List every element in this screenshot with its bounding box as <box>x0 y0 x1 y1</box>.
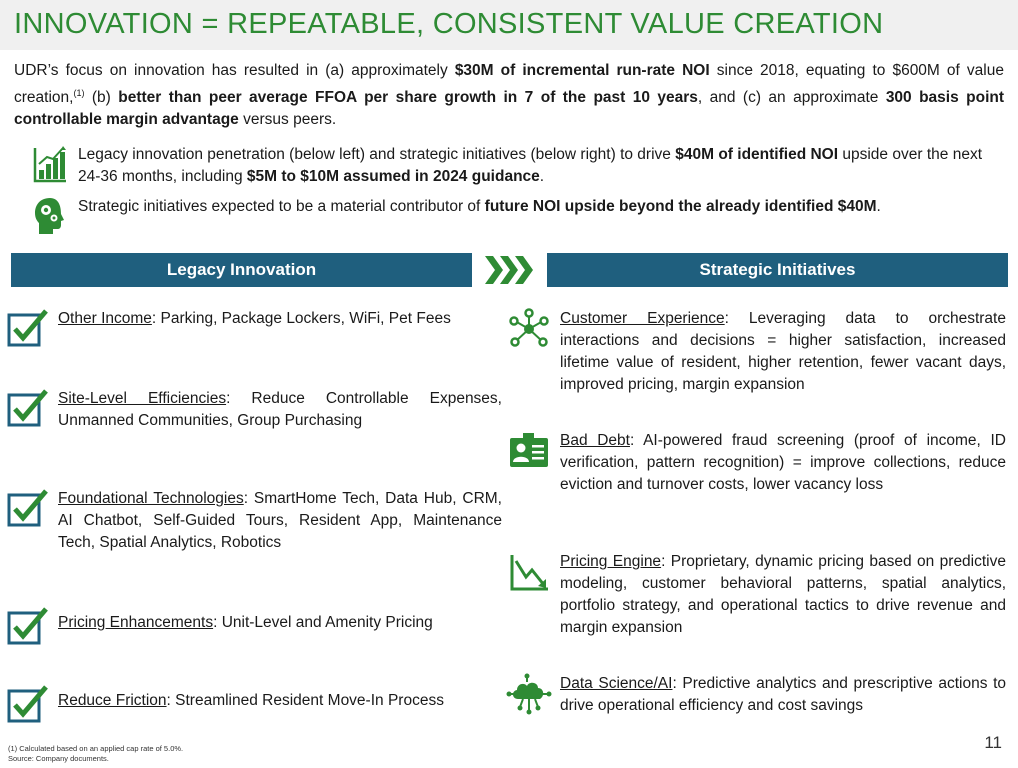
strategic-item-text: Pricing Engine: Proprietary, dynamic pricing based on predictive modeling, customer behavioral patterns, spatial analytics, portfolio strategy, and operational tactics to drive revenue and margin expansion <box>560 553 1006 636</box>
intro-bold-2: better than peer average FFOA per share growth in 7 of the past 10 years <box>118 89 698 107</box>
title-bar <box>0 0 1018 50</box>
checkbox-check-icon <box>6 388 50 428</box>
page-title: INNOVATION = REPEATABLE, CONSISTENT VALUE CREATION <box>14 8 884 40</box>
footnote-1: (1) Calculated based on an applied cap rate of 5.0%. <box>8 744 184 753</box>
head-gears-icon <box>32 196 68 236</box>
bullet-text: Legacy innovation penetration (below left) and strategic initiatives (below right) to drive $40M of identified NOI upside over the next 24-36 months, including $5M to $10M assumed in 2024 guidance. <box>78 146 982 185</box>
page-number: 11 <box>984 733 1002 752</box>
pricing-graph-icon <box>506 551 552 593</box>
legacy-item-text: Pricing Enhancements: Unit-Level and Amenity Pricing <box>58 614 433 631</box>
bar-chart-icon <box>32 144 68 184</box>
chevrons-right-icon <box>483 252 535 288</box>
checkbox-check-icon <box>6 488 50 528</box>
legacy-innovation-banner: Legacy Innovation <box>11 253 472 287</box>
intro-paragraph <box>14 60 1004 131</box>
footnote-ref: (1) <box>73 88 85 98</box>
checkbox-check-icon <box>6 308 50 348</box>
strategic-item-bad-debt <box>506 430 1008 496</box>
intro-text-3: (b) <box>84 89 119 107</box>
cloud-network-icon <box>506 673 552 715</box>
intro-text-4: , and (c) an approximate <box>697 89 886 107</box>
strategic-item-text: Bad Debt: AI-powered fraud screening (proof of income, ID verification, pattern recognition) = improve collections, reduce eviction and turnover costs, lower vacancy loss <box>560 432 1006 493</box>
strategic-item-data-science <box>506 673 1008 717</box>
legacy-item-site-level <box>6 388 502 432</box>
id-card-icon <box>506 430 552 472</box>
strategic-item-text: Customer Experience: Leveraging data to orchestrate interactions and decisions = higher satisfaction, increased lifetime value of resident, higher retention, fewer vacant days, improved pricing, margin expansion <box>560 310 1006 393</box>
checkbox-check-icon <box>6 606 50 646</box>
bullet-future-noi <box>32 196 982 236</box>
intro-text-2: since 2018, equating to $600M of value creation, <box>14 62 1004 107</box>
legacy-item-foundational <box>6 488 502 554</box>
legacy-item-text: Other Income: Parking, Package Lockers, WiFi, Pet Fees <box>58 310 451 327</box>
legacy-item-friction <box>6 684 502 724</box>
network-icon <box>506 308 552 350</box>
legacy-item-other-income <box>6 308 502 348</box>
bullet-text: Strategic initiatives expected to be a material contributor of future NOI upside beyond the already identified $40M. <box>78 198 881 215</box>
strategic-item-text: Data Science/AI: Predictive analytics and prescriptive actions to drive operational efficiency and cost savings <box>560 675 1006 714</box>
strategic-initiatives-banner: Strategic Initiatives <box>547 253 1008 287</box>
checkbox-check-icon <box>6 684 50 724</box>
bullet-noi-upside <box>32 144 982 188</box>
legacy-item-text: Reduce Friction: Streamlined Resident Move-In Process <box>58 692 444 709</box>
intro-text-5: versus peers. <box>238 111 337 129</box>
legacy-item-text: Site-Level Efficiencies: Reduce Controllable Expenses, Unmanned Communities, Group Purchasing <box>58 390 502 429</box>
intro-text-1: UDR’s focus on innovation has resulted in (a) approximately <box>14 62 455 79</box>
strategic-item-pricing-engine <box>506 551 1008 639</box>
legacy-item-text: Foundational Technologies: SmartHome Tech, Data Hub, CRM, AI Chatbot, Self-Guided Tours, Resident App, Maintenance Tech, Spatial Analytics, Robotics <box>58 490 502 551</box>
footnote-source: Source: Company documents. <box>8 754 109 763</box>
intro-bold-3: 300 basis point controllable margin advantage <box>14 89 1005 129</box>
legacy-item-pricing <box>6 606 502 646</box>
intro-bold-1: $30M of incremental run-rate NOI <box>454 62 710 79</box>
strategic-item-customer-experience <box>506 308 1008 396</box>
